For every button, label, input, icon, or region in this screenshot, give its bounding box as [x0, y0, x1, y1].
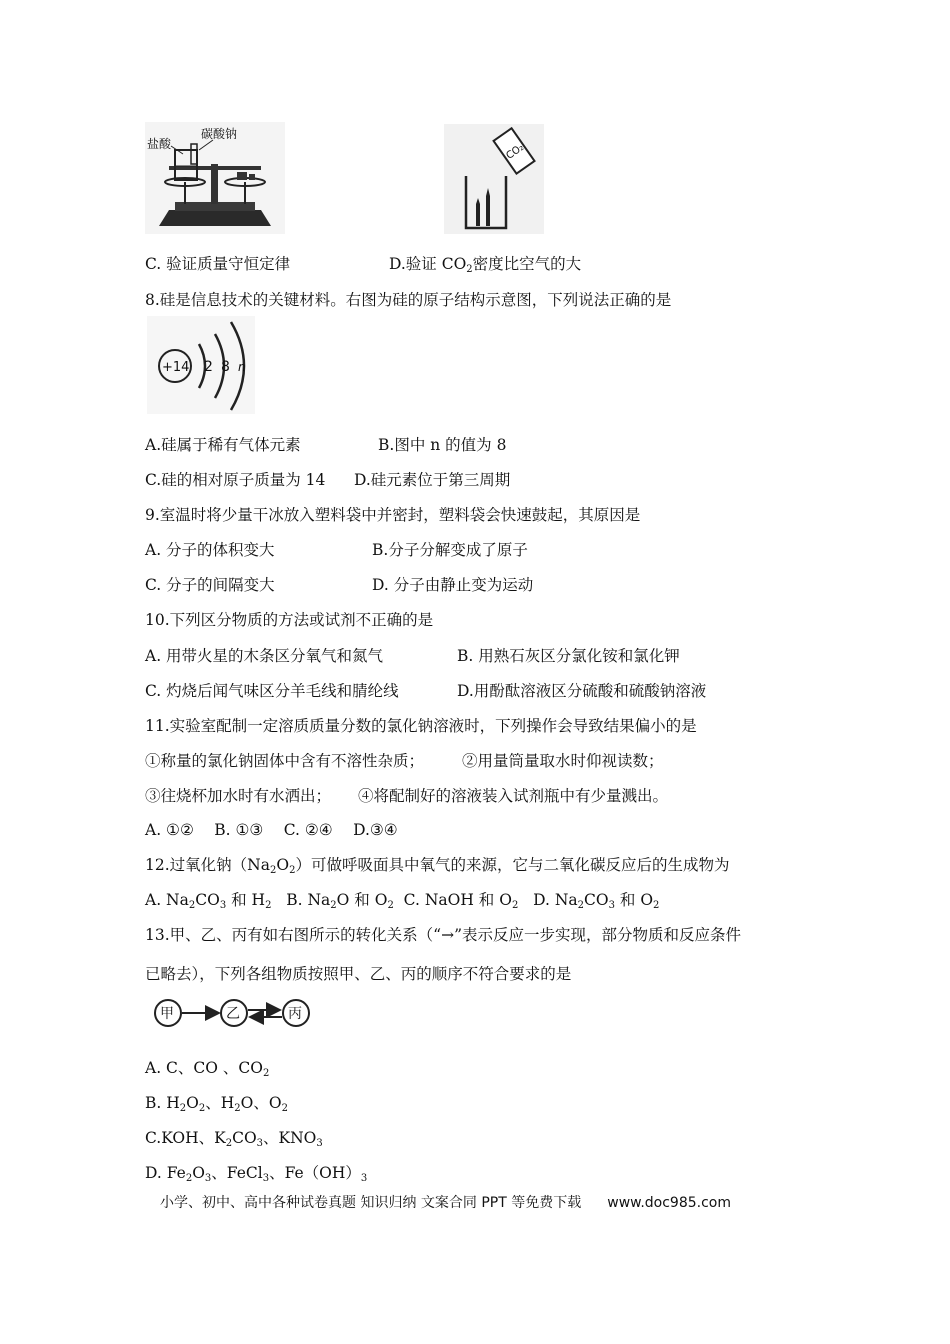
q8-option-d: D.硅元素位于第三周期 [354, 471, 511, 489]
diagram-node-b: 乙 [226, 1006, 240, 1022]
q12-option-b: B. $Na_2O$ 和 $O_2$ [286, 891, 394, 911]
q8-option-b: B.图中 n 的值为 8 [378, 436, 507, 454]
footer-text: 小学、初中、高中各种试卷真题 知识归纳 文案合同 PPT 等免费下载 [160, 1195, 582, 1211]
balance-label-acid: 盐酸 [147, 137, 172, 151]
atom-shell-1: 2 [204, 359, 213, 375]
co2-pour-figure [444, 124, 544, 234]
q13-stem-line-2: 已略去），下列各组物质按照甲、乙、丙的顺序不符合要求的是 [145, 965, 572, 983]
q8-option-a: A.硅属于稀有气体元素 [145, 436, 301, 454]
q10-option-a: A. 用带火星的木条区分氧气和氮气 [145, 647, 384, 665]
q7-option-d: D.验证 $CO_2$密度比空气的大 [389, 255, 582, 275]
q13-option-a: A. C、CO 、$CO_2$ [145, 1059, 270, 1079]
q8-stem: 8.硅是信息技术的关键材料。右图为硅的原子结构示意图，下列说法正确的是 [145, 291, 672, 309]
q9-option-d: D. 分子由静止变为运动 [372, 576, 534, 594]
q11-item-1: ①称量的氯化钠固体中含有不溶性杂质； [145, 752, 425, 770]
atom-nucleus: +14 [162, 360, 190, 375]
balance-label-salt: 碳酸钠 [201, 127, 238, 141]
q13-option-b: B. $H_2O_2$、$H_2O$、$O_2$ [145, 1094, 288, 1114]
q11-options: A. ①② B. ①③ C. ②④ D.③④ [145, 821, 398, 839]
q11-item-2: ②用量筒量取水时仰视读数； [462, 752, 664, 770]
q13-stem-line-1: 13.甲、乙、丙有如右图所示的转化关系（“→”表示反应一步实现，部分物质和反应条件 [145, 926, 741, 944]
q9-option-c: C. 分子的间隔变大 [145, 576, 275, 594]
atom-shell-2: 8 [221, 359, 230, 375]
q12-option-d: D. $Na_2CO_3$ 和 $O_2$ [533, 891, 660, 911]
balance-figure [145, 122, 285, 234]
cylinder-label: CO₂ [504, 141, 527, 162]
q9-option-a: A. 分子的体积变大 [145, 541, 275, 559]
q11-stem: 11.实验室配制一定溶质质量分数的氯化钠溶液时，下列操作会导致结果偏小的是 [145, 717, 697, 735]
q7-option-c: C. 验证质量守恒定律 [145, 255, 291, 273]
q11-item-4: ④将配制好的溶液装入试剂瓶中有少量溅出。 [358, 787, 669, 805]
q12-options [145, 888, 659, 910]
q12-option-a: A. $Na_2CO_3$ 和 $H_2$ [145, 891, 272, 911]
diagram-node-c: 丙 [288, 1006, 302, 1022]
conversion-diagram [150, 996, 318, 1030]
q10-stem: 10.下列区分物质的方法或试剂不正确的是 [145, 611, 434, 629]
q9-option-b: B.分子分解变成了原子 [372, 541, 528, 559]
page-footer [160, 1192, 731, 1212]
q12-option-c: C. NaOH 和 $O_2$ [403, 891, 519, 911]
footer-url[interactable]: www.doc985.com [607, 1195, 731, 1211]
q13-option-c: C.KOH、$K_2CO_3$、$KNO_3$ [145, 1129, 323, 1149]
q10-option-d: D.用酚酞溶液区分硫酸和硫酸钠溶液 [457, 682, 707, 700]
q13-option-d: D. $Fe_2O_3$、FeCl$_3$、$Fe(OH)_3$ [145, 1164, 368, 1184]
atom-shell-3: n [238, 360, 246, 374]
silicon-atom-figure [147, 316, 255, 414]
diagram-node-a: 甲 [160, 1006, 174, 1022]
q9-stem: 9.室温时将少量干冰放入塑料袋中并密封，塑料袋会快速鼓起，其原因是 [145, 506, 641, 524]
q11-item-3: ③往烧杯加水时有水洒出； [145, 787, 332, 805]
q8-option-c: C.硅的相对原子质量为 14 [145, 471, 326, 489]
q10-option-b: B. 用熟石灰区分氯化铵和氯化钾 [457, 647, 680, 665]
q10-option-c: C. 灼烧后闻气味区分羊毛线和腈纶线 [145, 682, 399, 700]
q12-stem: 12.过氧化钠$(Na_2O_2)$可做呼吸面具中氧气的来源，它与二氧化碳反应后的生成物为 [145, 856, 730, 876]
